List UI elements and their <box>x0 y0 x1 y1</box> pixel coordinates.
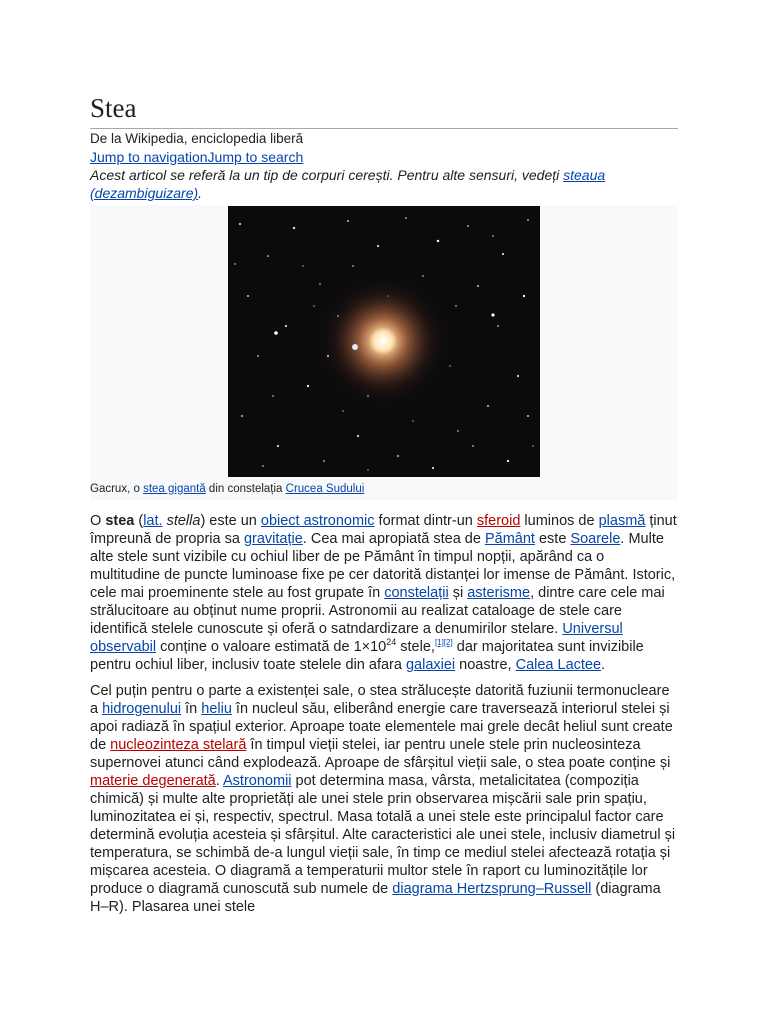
link-obiect-astronomic[interactable]: obiect astronomic <box>260 513 375 529</box>
caption-link-southern-cross[interactable]: Crucea Sudului <box>285 483 365 495</box>
text: stele, <box>396 639 435 655</box>
link-plasma[interactable]: plasmă <box>598 513 646 529</box>
text: , dintre care cele mai strălucitoare au obținut nume proprii. Astronomii au realizat cataloage de stele care identifică stelele cunoscute și oferă o satndardizare a denumirilor stelare. <box>90 585 665 637</box>
jump-links <box>90 148 678 166</box>
text: Cel puțin pentru o parte a existenței sale, o stea strălucește datorită fuziunii termonucleare a <box>90 683 670 717</box>
exponent: 24 <box>386 637 397 648</box>
latin-term: stella <box>162 513 201 529</box>
article <box>90 90 678 916</box>
text: . <box>601 657 606 673</box>
reference-link[interactable]: [1][2] <box>434 638 453 648</box>
link-lat[interactable]: lat. <box>143 513 163 529</box>
text: în nucleul său, eliberând energie care traversează interiorul stelei și apoi radiază în spațiul exterior. Aproape toate elementele mai grele decât heliul sunt create de <box>90 701 673 753</box>
text: (diagrama H–R). Plasarea unei stele <box>90 881 661 915</box>
text: pot determina masa, vârsta, metalicitatea (compoziția chimică) și multe alte proprietăți ale unei stele prin observarea mișcării sale prin spațiu, luminozitatea ei și, respectiv, spectrul. Masa totală a unei stele este principalul factor care determină evoluția acesteia și sfârșitul. Alte caracteristici ale unei stele, inclusiv diametrul și temperatura, se schimbă de-a lungul vieții sale, în timp ce mediul stelei afectează rotația și mișcarea acesteia. O diagramă a temperaturii multor stele în raport cu luminozitățile lor produce o diagramă cunoscută sub numele de <box>90 773 676 897</box>
caption-text: Gacrux, o <box>90 483 144 495</box>
text: și <box>448 585 468 601</box>
link-asterisme[interactable]: asterisme <box>467 585 531 601</box>
hatnote <box>90 166 678 202</box>
link-hidrogenului[interactable]: hidrogenului <box>102 701 182 717</box>
link-diagrama-hertzsprung-russell[interactable]: diagrama Hertzsprung–Russell <box>392 881 592 897</box>
link-galaxiei[interactable]: galaxiei <box>405 657 456 673</box>
text: este <box>534 531 571 547</box>
link-heliu[interactable]: heliu <box>201 701 232 717</box>
link-astronomii[interactable]: Astronomii <box>223 773 292 789</box>
star-field-photo <box>228 206 540 477</box>
link-calea-lactee[interactable]: Calea Lactee <box>515 657 602 673</box>
term-bold: stea <box>105 513 135 529</box>
text: în <box>181 701 202 717</box>
gacrux-star-image[interactable] <box>228 206 540 477</box>
jump-to-search-link[interactable]: Jump to search <box>207 149 304 165</box>
site-subtitle: De la Wikipedia, enciclopedia liberă <box>90 131 304 146</box>
link-materie-degenerata[interactable]: materie degenerată <box>90 773 216 789</box>
caption-text: din constelația <box>205 483 286 495</box>
text: luminos de <box>520 513 599 529</box>
link-nucleozinteza-stelara[interactable]: nucleozinteza stelară <box>110 737 247 753</box>
text: în timpul vieții stelei, iar pentru unele stele prin nucleosinteza supernovei atunci când explodează. Aproape de sfârșitul vieții sale, o stea poate conține și <box>90 737 671 771</box>
link-constelatii[interactable]: constelații <box>384 585 449 601</box>
link-gravitatie[interactable]: gravitație <box>243 531 303 547</box>
hatnote-text: Acest articol se referă la un tip de corpuri cerești. Pentru alte sensuri, vedeți <box>90 167 564 183</box>
hatnote-end: . <box>198 185 203 201</box>
image-caption <box>90 482 364 496</box>
link-soarele[interactable]: Soarele <box>570 531 621 547</box>
caption-link-giant-star[interactable]: stea gigantă <box>143 483 206 495</box>
text: noastre, <box>455 657 516 673</box>
text: . Multe alte stele sunt vizibile cu ochiul liber de pe Pământ în timpul nopții, apărând ca o multitudine de puncte luminoase fixe pe cer datorită distanței lor imense de Pământ. Istoric, cele mai proeminente stele au fost grupate în <box>90 531 676 601</box>
paragraph-fusion <box>90 682 678 916</box>
paragraph-intro <box>90 512 678 674</box>
hatnote-disambiguation-link[interactable]: steaua (dezambiguizare) <box>90 167 606 201</box>
text: format dintr-un <box>374 513 477 529</box>
jump-to-navigation-link[interactable]: Jump to navigation <box>90 149 208 165</box>
text: ( <box>134 513 144 529</box>
text: O <box>90 513 106 529</box>
text: . <box>215 773 224 789</box>
link-pamant[interactable]: Pământ <box>484 531 535 547</box>
text: ) este un <box>200 513 261 529</box>
text: dar majoritatea sunt invizibile pentru ochiul liber, inclusiv toate stelele din afara <box>90 639 644 673</box>
text: . Cea mai apropiată stea de <box>302 531 485 547</box>
text: ținut împreună de propria sa <box>90 513 677 547</box>
text: conține o valoare estimată de 1×10 <box>156 639 387 655</box>
link-sferoid[interactable]: sferoid <box>476 513 521 529</box>
link-universul-observabil[interactable]: Universul observabil <box>90 621 623 655</box>
page-title: Stea <box>90 90 678 129</box>
infobox-figure <box>90 205 678 500</box>
